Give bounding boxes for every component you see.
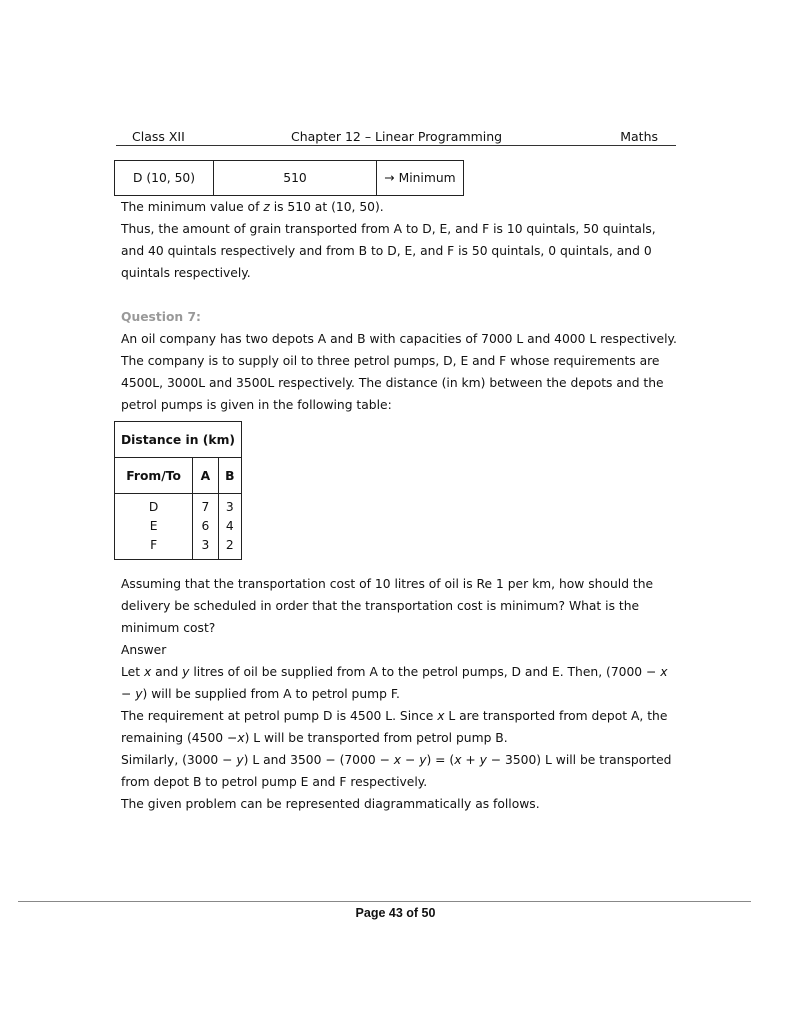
text: ) = ( bbox=[426, 753, 455, 767]
text: ) will be supplied from A to petrol pump F. bbox=[142, 687, 400, 701]
header-a: A bbox=[193, 458, 218, 494]
text: The minimum value of bbox=[121, 200, 264, 214]
previous-answer bbox=[121, 196, 681, 284]
var-z: z bbox=[263, 200, 270, 214]
page-number: Page 43 of 50 bbox=[355, 906, 436, 920]
table-cell-point: D (10, 50) bbox=[115, 161, 214, 196]
table-cell-value: 510 bbox=[214, 161, 377, 196]
table-row bbox=[115, 161, 464, 196]
distance-table bbox=[114, 421, 242, 560]
table-cell-note: → Minimum bbox=[377, 161, 464, 196]
text: is 510 at (10, 50). bbox=[269, 200, 384, 214]
answer-label: Answer bbox=[121, 643, 167, 657]
cell: 3 bbox=[201, 538, 210, 552]
from-column bbox=[115, 494, 193, 560]
question-section bbox=[121, 306, 681, 416]
question-title: Question 7: bbox=[121, 310, 201, 324]
answer-paragraph-1 bbox=[121, 661, 681, 705]
var: y bbox=[236, 753, 244, 767]
text: ) L will be transported from petrol pump B. bbox=[244, 731, 508, 745]
answer-section bbox=[121, 573, 681, 815]
header-subject: Maths bbox=[620, 129, 658, 144]
min-value-line bbox=[121, 196, 681, 218]
var: y bbox=[182, 665, 190, 679]
var: x bbox=[143, 665, 152, 679]
table-body-row bbox=[115, 494, 242, 560]
table-header-row bbox=[115, 458, 242, 494]
page-header bbox=[116, 129, 676, 146]
cell: E bbox=[149, 519, 158, 533]
answer-paragraph-4: The given problem can be represented diagrammatically as follows. bbox=[121, 797, 540, 811]
header-from-to: From/To bbox=[115, 458, 193, 494]
var: x bbox=[454, 753, 462, 767]
text: L are transported from depot A, the remaining (4500 − bbox=[121, 709, 668, 745]
var: x bbox=[437, 709, 445, 723]
previous-results-table bbox=[114, 160, 464, 196]
cell: 4 bbox=[225, 519, 234, 533]
var: x bbox=[660, 665, 668, 679]
answer-paragraph-3 bbox=[121, 749, 681, 793]
cell: 7 bbox=[201, 500, 210, 514]
text: Similarly, (3000 − bbox=[121, 753, 237, 767]
var: x bbox=[237, 731, 245, 745]
var: y bbox=[419, 753, 427, 767]
text: − bbox=[401, 753, 420, 767]
answer-paragraph-2 bbox=[121, 705, 681, 749]
cell: D bbox=[148, 500, 159, 514]
var: y bbox=[135, 687, 143, 701]
table-title-row bbox=[115, 422, 242, 458]
header-chapter: Chapter 12 – Linear Programming bbox=[291, 129, 503, 144]
text: litres of oil be supplied from A to the petrol pumps, D and E. Then, (7000 − bbox=[189, 665, 661, 679]
cell: F bbox=[150, 538, 158, 552]
cell: 3 bbox=[225, 500, 234, 514]
text: ) L and 3500 − (7000 − bbox=[243, 753, 394, 767]
var: x bbox=[393, 753, 402, 767]
cell: 2 bbox=[225, 538, 234, 552]
question-text-2: Assuming that the transportation cost of 10 litres of oil is Re 1 per km, how should the delivery be scheduled in order that the transportation cost is minimum? What is the minimum cost? bbox=[121, 577, 654, 635]
header-class: Class XII bbox=[132, 129, 185, 144]
header-b: B bbox=[218, 458, 241, 494]
var: y bbox=[479, 753, 487, 767]
a-column bbox=[193, 494, 218, 560]
conclusion-paragraph: Thus, the amount of grain transported from A to D, E, and F is 10 quintals, 50 quintals, and 40 quintals respectively and from B to D, E, and F is 50 quintals, 0 quintals, and 0 quintals respectively. bbox=[121, 222, 656, 280]
text: + bbox=[461, 753, 480, 767]
cell: 6 bbox=[201, 519, 210, 533]
text: − bbox=[121, 687, 136, 701]
question-text: An oil company has two depots A and B with capacities of 7000 L and 4000 L respectively. The company is to supply oil to three petrol pumps, D, E and F whose requirements are 4500L, 3000L and 3500L respectively. The distance (in km) between the depots and the petrol pumps is given in the following table: bbox=[121, 332, 677, 412]
b-column bbox=[218, 494, 241, 560]
text: Let bbox=[121, 665, 144, 679]
table-title: Distance in (km) bbox=[115, 422, 242, 458]
text: and bbox=[151, 665, 183, 679]
text: − 3500) L will be transported from depot B to petrol pump E and F respectively. bbox=[121, 753, 672, 789]
text: The requirement at petrol pump D is 4500 L. Since bbox=[121, 709, 438, 723]
footer-divider bbox=[18, 901, 751, 902]
